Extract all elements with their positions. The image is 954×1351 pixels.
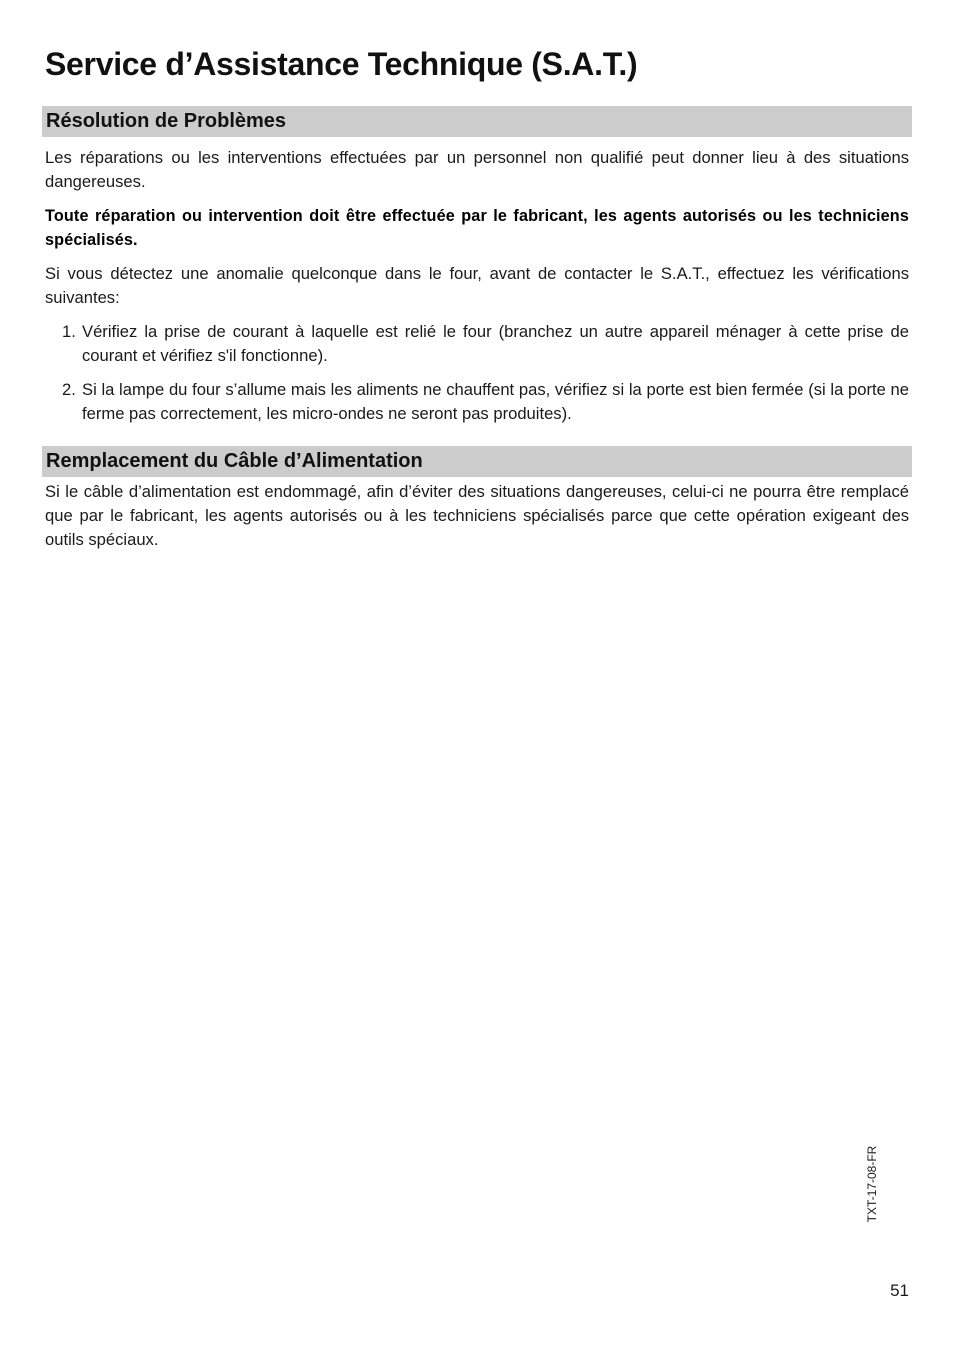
paragraph-bold-notice: Toute réparation ou intervention doit être effectuée par le fabricant, les agents autorisés ou les techniciens spécialisés. <box>45 207 909 249</box>
list-item <box>45 378 909 426</box>
paragraph-checks-intro: Si vous détectez une anomalie quelconque dans le four, avant de contacter le S.A.T., effectuez les vérifications suivantes: <box>45 264 909 307</box>
checks-list <box>45 320 909 436</box>
document-code: TXT-17-08-FR <box>865 1145 879 1223</box>
list-item-text: Vérifiez la prise de courant à laquelle est relié le four (branchez un autre appareil ménager à cette prise de courant et vérifiez s'il fonctionne). <box>82 322 909 365</box>
section-heading-power-cable: Remplacement du Câble d’Alimentation <box>42 446 912 477</box>
page-number: 51 <box>890 1281 909 1300</box>
paragraph-warning: Les réparations ou les interventions effectuées par un personnel non qualifié peut donner lieu à des situations dangereuses. <box>45 148 909 191</box>
list-item-number: 1. <box>62 322 76 341</box>
list-item-number: 2. <box>62 380 76 399</box>
page-title: Service d’Assistance Technique (S.A.T.) <box>45 46 638 82</box>
list-item-text: Si la lampe du four s’allume mais les aliments ne chauffent pas, vérifiez si la porte est bien fermée (si la porte ne ferme pas correctement, les micro-ondes ne seront pas produites). <box>82 380 909 423</box>
section-heading-troubleshooting: Résolution de Problèmes <box>42 106 912 137</box>
list-item <box>45 320 909 368</box>
paragraph-power-cable: Si le câble d’alimentation est endommagé, afin d’éviter des situations dangereuses, celui-ci ne pourra être remplacé que par le fabricant, les agents autorisés ou à les techniciens spécialisés parce que cette opération exigeant des outils spéciaux. <box>45 482 909 549</box>
